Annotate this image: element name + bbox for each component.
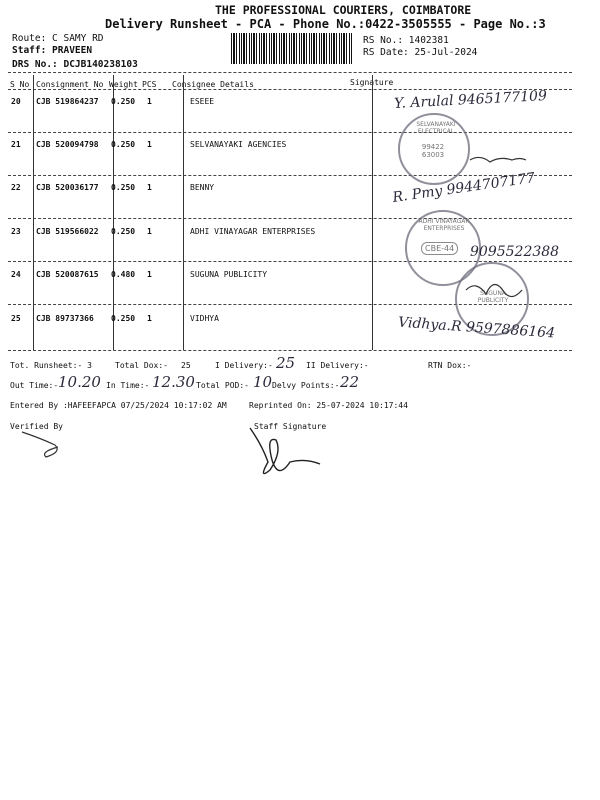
row-consignee: BENNY [190, 183, 215, 192]
i-delivery-value: 25 [276, 354, 296, 372]
row-pcs: 1 [147, 97, 152, 106]
row-weight: 0.480 [111, 270, 136, 279]
col-weight: Weight [109, 80, 138, 89]
row-consignment: CJB 520087615 [36, 270, 99, 279]
drs-number: DRS No.: DCJB140238103 [12, 59, 138, 70]
in-time-value: 12.30 [152, 373, 195, 391]
row-pcs: 1 [147, 270, 152, 279]
tot-runsheet: Tot. Runsheet:- 3 [10, 361, 92, 370]
total-dox-label: Total Dox:- [115, 361, 168, 370]
handwritten-signature: Y. Arulal 9465177109 [393, 88, 548, 112]
handwritten-signature: R. Pmy 9944707177 [391, 170, 536, 206]
row-sno: 21 [11, 140, 21, 149]
total-pod-label: Total POD:- [196, 381, 249, 390]
reprinted-on: Reprinted On: 25-07-2024 10:17:44 [249, 401, 408, 410]
route-label: Route: C SAMY RD [12, 33, 104, 44]
row-sno: 23 [11, 227, 21, 236]
stamp-text: ADHI VINAYAGAR ENTERPRISES [418, 218, 470, 232]
row-consignment: CJB 520094798 [36, 140, 99, 149]
row-weight: 0.250 [111, 227, 136, 236]
signature-scribble-21 [470, 157, 526, 162]
total-pod-value: 10 [253, 373, 273, 391]
stamp-inner-text: 99422 63003 [421, 143, 445, 159]
handwritten-signature: 9095522388 [470, 244, 560, 260]
col-signature: Signature [350, 78, 394, 87]
col-sno: S No [10, 80, 30, 89]
rs-number: RS No.: 1402381 [363, 35, 449, 46]
row-consignment: CJB 519864237 [36, 97, 99, 106]
row-consignee: ESEEE [190, 97, 215, 106]
row-consignee: ADHI VINAYAGAR ENTERPRISES [190, 227, 316, 236]
col-consignment: Consignment No [36, 80, 104, 89]
verified-by-label: Verified By [10, 422, 63, 431]
row-consignee: SELVANAYAKI AGENCIES [190, 140, 287, 149]
row-sno: 24 [11, 270, 21, 279]
row-consignment: CJB 89737366 [36, 314, 94, 323]
rs-date: RS Date: 25-Jul-2024 [363, 47, 478, 58]
ii-delivery-label: II Delivery:- [306, 361, 369, 370]
col-consignee: Consignee Details [172, 80, 254, 89]
row-sno: 22 [11, 183, 21, 192]
signature-scribble-24 [466, 284, 522, 296]
delvy-points-label: Delvy Points:- [272, 381, 340, 390]
row-weight: 0.250 [111, 314, 136, 323]
row-consignment: CJB 520036177 [36, 183, 99, 192]
stamp-inner-text: CBE-44 [421, 242, 458, 255]
out-time-label: Out Time:- [10, 381, 59, 390]
staff-signature [250, 428, 320, 474]
rtn-dox-label: RTN Dox:- [428, 361, 472, 370]
row-pcs: 1 [147, 140, 152, 149]
row-pcs: 1 [147, 314, 152, 323]
row-weight: 0.250 [111, 97, 136, 106]
row-pcs: 1 [147, 183, 152, 192]
entered-by: Entered By :HAFEEFAPCA 07/25/2024 10:17:02 AM [10, 401, 227, 410]
row-consignee: SUGUNA PUBLICITY [190, 270, 268, 279]
stamp-text: SUGUNA PUBLICITY [477, 290, 509, 304]
verified-by-signature [22, 432, 58, 457]
row-consignee: VIDHYA [190, 314, 219, 323]
col-pcs: PCS [142, 80, 157, 89]
handwritten-signature: Vidhya.R 9597886164 [397, 314, 556, 342]
in-time-label: In Time:- [106, 381, 150, 390]
row-sno: 25 [11, 314, 21, 323]
stamp-text: SELVANAYAKI ELECTRICAL [416, 121, 456, 135]
row-consignment: CJB 519566022 [36, 227, 99, 236]
out-time-value: 10.20 [58, 373, 101, 391]
row-weight: 0.250 [111, 140, 136, 149]
runsheet-subtitle: Delivery Runsheet - PCA - Phone No.:0422-3505555 - Page No.:3 [105, 17, 546, 31]
row-sno: 20 [11, 97, 21, 106]
row-pcs: 1 [147, 227, 152, 236]
staff-label: Staff: PRAVEEN [12, 45, 93, 56]
i-delivery-label: I Delivery:- [215, 361, 273, 370]
staff-signature-label: Staff Signature [254, 422, 327, 431]
total-dox-value: 25 [181, 361, 191, 370]
company-title: THE PROFESSIONAL COURIERS, COIMBATORE [215, 3, 472, 17]
row-weight: 0.250 [111, 183, 136, 192]
delvy-points-value: 22 [340, 373, 360, 391]
